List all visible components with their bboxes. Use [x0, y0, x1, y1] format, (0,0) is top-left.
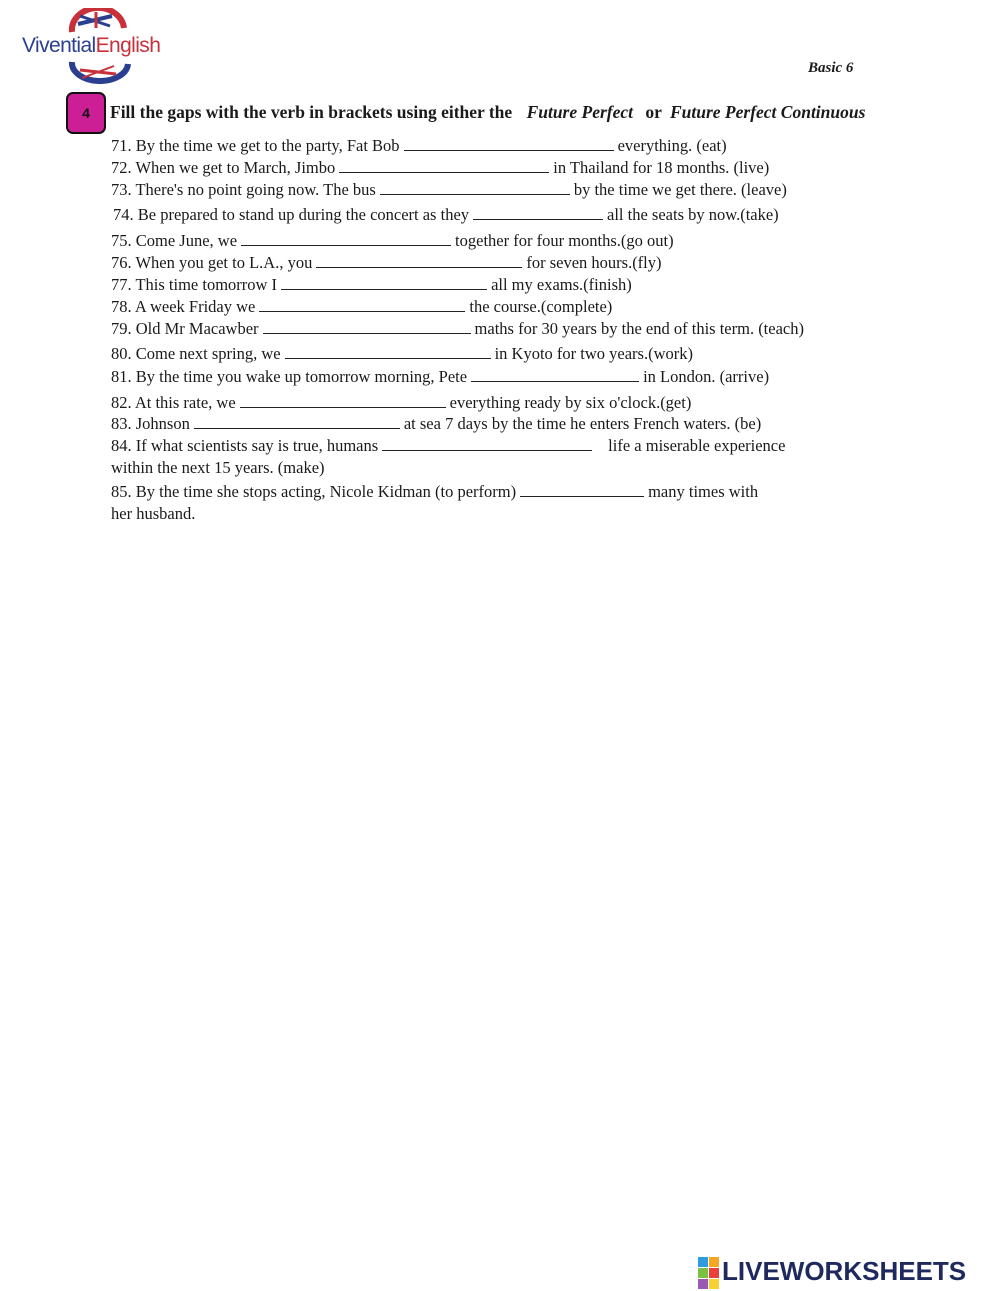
- question-hint: everything. (eat): [617, 136, 727, 155]
- liveworksheets-brand: [698, 1256, 966, 1286]
- question-text: 76. When you get to L.A., you: [111, 253, 313, 272]
- question-hint: at sea 7 days by the time he enters French waters. (be): [403, 414, 762, 433]
- answer-gap[interactable]: [241, 231, 451, 246]
- liveworksheets-icon: [698, 1257, 719, 1289]
- question-text: 72. When we get to March, Jimbo: [111, 158, 336, 177]
- tense-future-perfect: Future Perfect: [526, 102, 634, 122]
- question-text: 75. Come June, we: [111, 231, 238, 250]
- answer-gap[interactable]: [281, 275, 487, 290]
- question-78: [111, 297, 612, 317]
- instruction-text: Fill the gaps with the verb in brackets using either the: [110, 102, 513, 122]
- question-hint: maths for 30 years by the end of this term. (teach): [474, 319, 804, 338]
- question-76: [111, 253, 662, 273]
- answer-gap[interactable]: [471, 367, 639, 382]
- question-hint: many times with: [648, 482, 759, 501]
- question-73: [111, 180, 787, 200]
- answer-gap[interactable]: [339, 158, 549, 173]
- instruction-or: or: [645, 102, 662, 122]
- answer-gap[interactable]: [240, 393, 446, 408]
- exercise-number-badge: [66, 92, 106, 134]
- question-82: [111, 393, 691, 413]
- logo: [20, 8, 180, 84]
- question-text: 77. This time tomorrow I: [111, 275, 278, 294]
- answer-gap[interactable]: [316, 253, 522, 268]
- question-hint: life a miserable experience: [608, 436, 786, 455]
- question-85: [111, 482, 758, 502]
- question-text: 84. If what scientists say is true, humans: [111, 436, 379, 455]
- logo-part-2: English: [95, 34, 161, 57]
- question-text: 80. Come next spring, we: [111, 344, 281, 363]
- answer-gap[interactable]: [285, 344, 491, 359]
- question-80: [111, 344, 693, 364]
- question-84-continuation: within the next 15 years. (make): [111, 458, 325, 477]
- question-hint: all my exams.(finish): [491, 275, 632, 294]
- question-hint: together for four months.(go out): [455, 231, 674, 250]
- answer-gap[interactable]: [380, 180, 570, 195]
- question-74: [113, 205, 779, 225]
- answer-gap[interactable]: [473, 205, 603, 220]
- question-85-continuation: her husband.: [111, 504, 196, 523]
- question-hint: everything ready by six o'clock.(get): [449, 393, 692, 412]
- question-71: [111, 136, 727, 156]
- exercise-instruction: [110, 102, 865, 123]
- exercise-number: 4: [82, 105, 90, 121]
- question-text: 81. By the time you wake up tomorrow morning, Pete: [111, 367, 468, 386]
- question-75: [111, 231, 674, 251]
- question-text: 71. By the time we get to the party, Fat Bob: [111, 136, 400, 155]
- question-text: 85. By the time she stops acting, Nicole Kidman (to perform): [111, 482, 517, 501]
- question-hint: all the seats by now.(take): [607, 205, 779, 224]
- answer-gap[interactable]: [194, 414, 400, 429]
- question-text: 79. Old Mr Macawber: [111, 319, 259, 338]
- answer-gap[interactable]: [520, 482, 644, 497]
- answer-gap[interactable]: [259, 297, 465, 312]
- question-hint: by the time we get there. (leave): [573, 180, 787, 199]
- question-text: 83. Johnson: [111, 414, 190, 433]
- question-83: [111, 414, 761, 434]
- question-84: [111, 436, 785, 456]
- question-77: [111, 275, 632, 295]
- liveworksheets-text: LIVEWORKSHEETS: [722, 1256, 967, 1286]
- question-hint: in Kyoto for two years.(work): [494, 344, 693, 363]
- question-hint: the course.(complete): [469, 297, 613, 316]
- answer-gap[interactable]: [404, 136, 614, 151]
- answer-gap[interactable]: [382, 436, 592, 451]
- question-81: [111, 367, 769, 387]
- question-hint: in Thailand for 18 months. (live): [553, 158, 770, 177]
- question-72: [111, 158, 769, 178]
- logo-part-1: Vivential: [22, 34, 96, 57]
- tense-future-perfect-continuous: Future Perfect Continuous: [669, 102, 866, 122]
- question-hint: in London. (arrive): [643, 367, 770, 386]
- question-text: 74. Be prepared to stand up during the concert as they: [113, 205, 470, 224]
- level-label: Basic 6: [808, 60, 854, 76]
- question-79: [111, 319, 804, 339]
- question-text: 82. At this rate, we: [111, 393, 236, 412]
- question-text: 73. There's no point going now. The bus: [111, 180, 376, 199]
- question-text: 78. A week Friday we: [111, 297, 256, 316]
- question-hint: for seven hours.(fly): [526, 253, 662, 272]
- logo-text: [22, 34, 160, 58]
- answer-gap[interactable]: [263, 319, 471, 334]
